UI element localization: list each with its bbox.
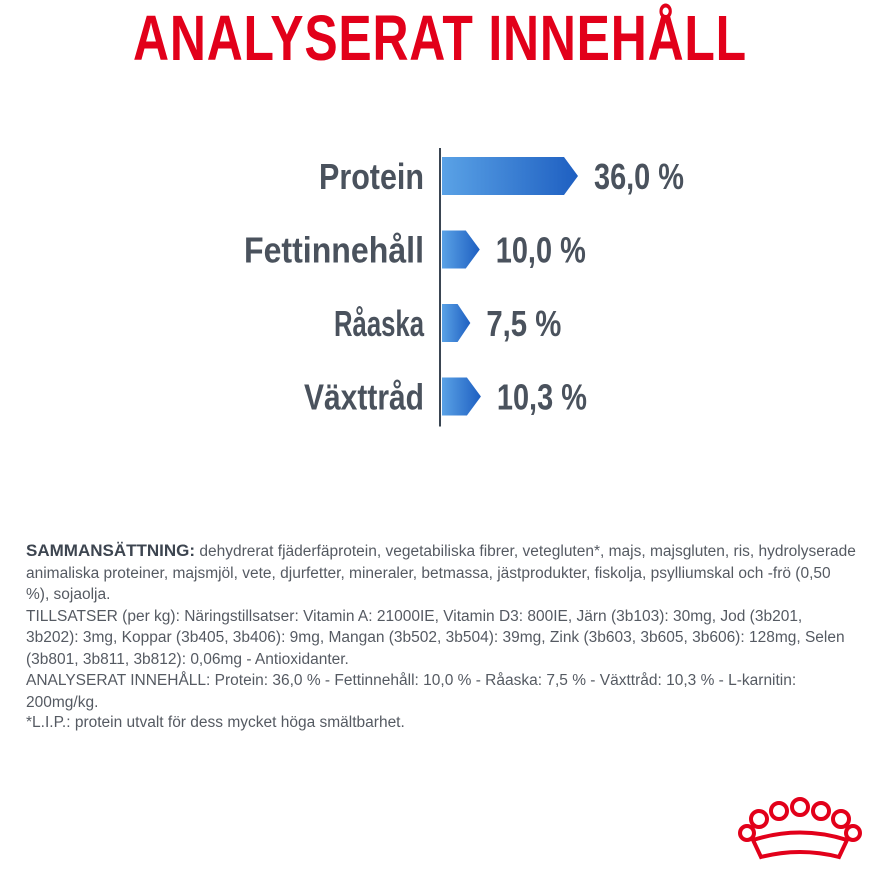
- bar-3: [442, 378, 481, 416]
- composition-additives: TILLSATSER (per kg): Näringstillsatser: Vitamin A: 21000IE, Vitamin D3: 800IE, Järn (3b103): 30mg, Jod (3b201, 3b202): 3mg, Koppar (3b405, 3b406): 9mg, Mangan (3b502, 3b504): 39mg, Zink (3b603, 3b605, 3b606): 128mg, Selen (3b801, 3b811, 3b812): 0,06mg - Antioxidanter.: [26, 607, 845, 668]
- nutrient-bar-chart: [0, 140, 880, 440]
- value-label-0: 36,0 %: [594, 156, 684, 197]
- bar-2: [442, 304, 470, 342]
- category-label-1: Fettinnehåll: [244, 229, 424, 271]
- value-label-3: 10,3 %: [496, 376, 587, 418]
- value-label-1: 10,0 %: [495, 229, 586, 271]
- crown-logo-icon: [735, 795, 865, 865]
- bar-0: [442, 157, 578, 195]
- composition-ingredients: dehydrerat fjäderfäprotein, vegetabiliska fibrer, vetegluten*, majs, majsgluten, ris, hydrolyserade animaliska proteiner, majsmjöl, vete, djurfetter, mineraler, betmassa, jästprodukter, fiskolja, psylliumskal och -frö (0,50 %), sojaolja.: [26, 543, 856, 603]
- category-label-2: Råaska: [334, 303, 425, 344]
- bar-1: [442, 231, 480, 269]
- category-label-3: Växttråd: [304, 376, 424, 418]
- footnote: *L.I.P.: protein utvalt för dess mycket höga smältbarhet.: [26, 714, 405, 731]
- composition-analysis: ANALYSERAT INNEHÅLL: Protein: 36,0 % - Fettinnehåll: 10,0 % - Råaska: 7,5 % - Växttråd: 10,3 % - L-karnitin: 200mg/kg.: [26, 672, 797, 711]
- category-label-0: Protein: [319, 156, 424, 197]
- page-title: ANALYSERAT INNEHÅLL: [133, 2, 747, 74]
- composition-text: [26, 540, 856, 713]
- value-label-2: 7,5 %: [486, 303, 562, 344]
- composition-label: SAMMANSÄTTNING:: [26, 541, 196, 560]
